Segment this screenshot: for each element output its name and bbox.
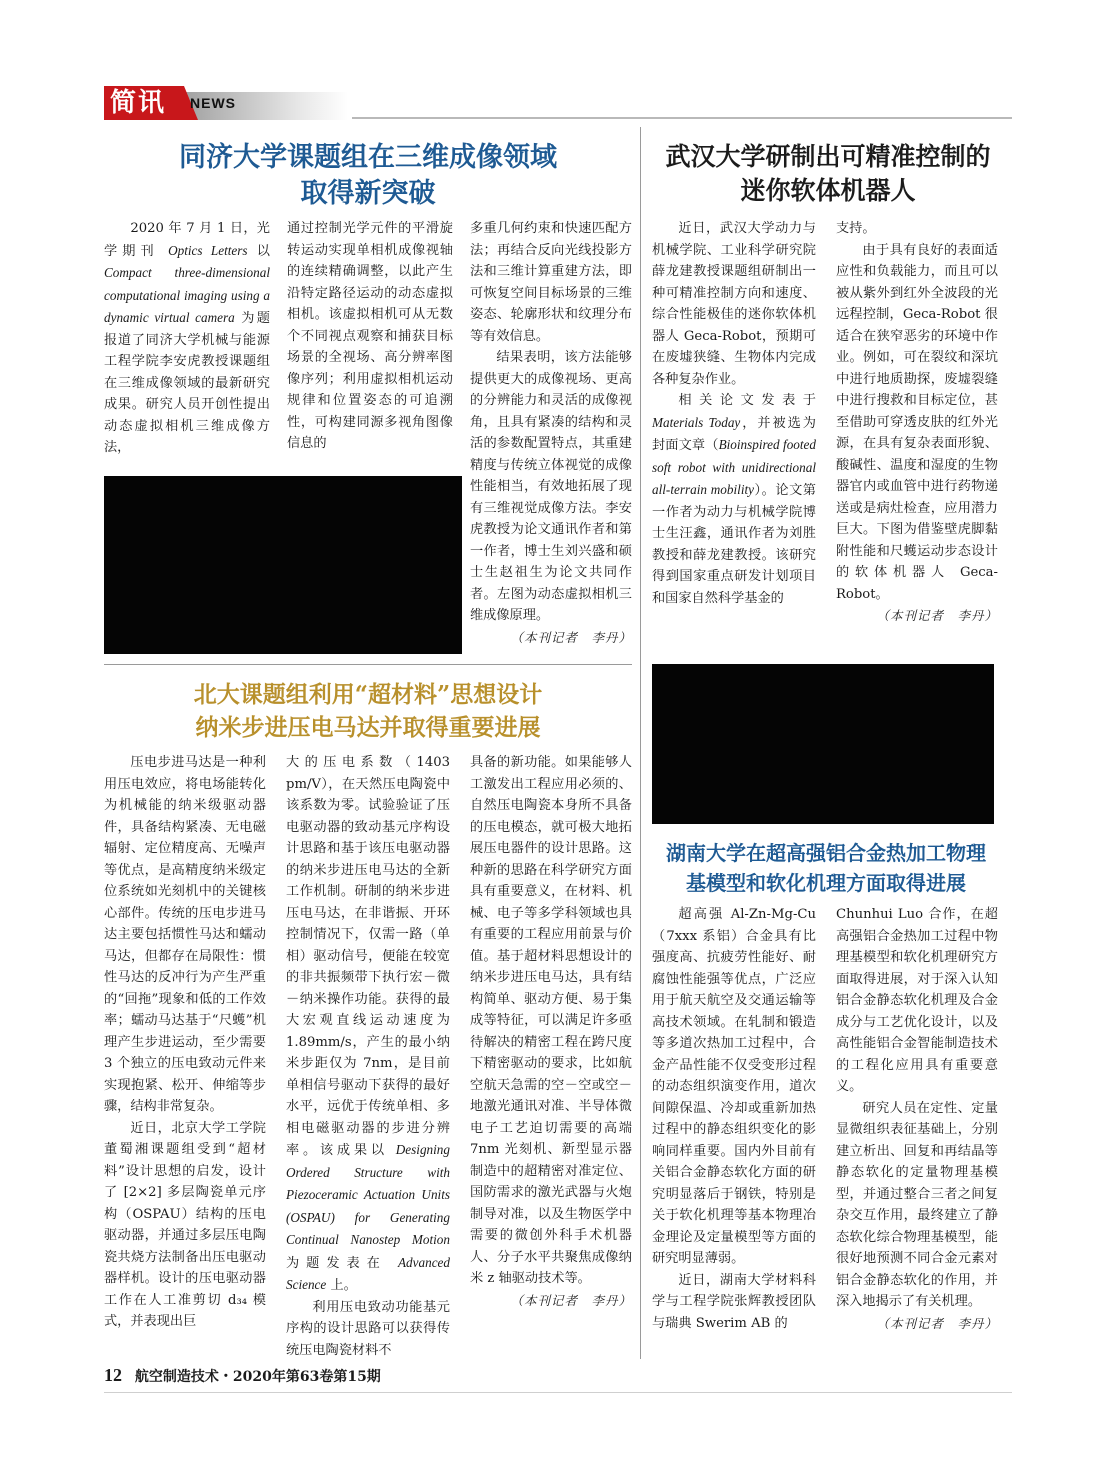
column-divider-top: [640, 127, 641, 667]
journal-name: Materials Today: [652, 414, 741, 430]
article1-text: 结果表明，该方法能够提供更大的成像视场、更高的分辨能力和灵活的成像视角，且具有紧凑的结构和灵活的参数配置特点，其重建精度与传统立体视觉的成像性能相当，有效地拓展了现有三维视觉成像方法。李安虎教授为论文通讯作者和第一作者，博士生刘兴盛和硕士生赵祖生为论文共同作者。左图为动态虚拟相机三维成像原理。: [470, 350, 632, 623]
article2-credit: （本刊记者 李丹）: [876, 608, 998, 623]
article3-credit: （本刊记者 李丹）: [510, 1292, 632, 1308]
article4-title: [648, 838, 1004, 898]
article3-col2: [286, 752, 450, 1361]
page-number: 12: [104, 1365, 122, 1385]
article1-text: 以: [247, 243, 270, 259]
article1-title-line2: 取得新突破: [300, 178, 436, 209]
section-header: [104, 86, 1012, 122]
article3-col1: [104, 752, 266, 1333]
article3-title-line1: 北大课题组利用“超材料”思想设计: [193, 681, 543, 708]
article3-text: 大的压电系数（1403 pm/V），在天然压电陶瓷中该系数为零。试验验证了压电驱动器的致动基元序构设计思路和基于该压电驱动器的纳米步进压电马达的全新工作机制。研制的纳米步进压电马达，在非谐振、开环控制情况下，仅需一路（单相）驱动信号，便能在较宽的非共振频带下执行宏－微－纳米操作功能。获得的最大宏观直线运动速度为 1.89mm/s，产生的最小纳米步距仅为 7nm，是目前单相信号驱动下获得的最好水平，远优于传统单相、多相电磁驱动器的步进分辨率。该成果以: [286, 755, 450, 1158]
article3-text: 近日，北京大学工学院董蜀湘课题组受到“超材料”设计思想的启发，设计了 [2×2] 多层陶瓷单元序构（OSPAU）结构的压电驱动器，并通过多层压电陶瓷共烧方法制备出压电驱动器样机。设计的压电驱动器工作在人工准剪切 d₃₄ 模式，并表现出巨: [104, 1120, 266, 1329]
article2-text: 由于具有良好的表面适应性和负载能力，而且可以被从紫外到红外全波段的光远程控制，Geca-Robot 很适合在狭窄恶劣的环境中作业。例如，可在裂纹和深坑中进行地质勘探，废墟裂缝中进行搜救和目标定位，甚至借助可穿透皮肤的红外光源，在具有复杂表面形貌、酸碱性、温度和湿度的生物器官内或血管中进行药物递送或是病灶检查，应用潜力巨大。下图为借鉴壁虎脚黏附性能和尺蠖运动步态设计的软体机器人 Geca-Robot。: [836, 242, 998, 602]
row-divider: [104, 664, 632, 665]
article3-text: 利用压电致动功能基元序构的设计思路可以获得传统压电陶瓷材料不: [286, 1299, 450, 1358]
article1-text: 通过控制光学元件的平滑旋转运动实现单相机成像视轴的连续精确调整，以此产生沿特定路径运动的动态虚拟相机。该虚拟相机可从无数个不同视点观察和捕获目标场景的全视场、高分辨率图像序列；利用虚拟相机运动规律和位置姿态的可追溯性，可构建同源多视角图像信息的: [287, 221, 453, 451]
article3-text: 压电步进马达是一种利用压电效应，将电场能转化为机械能的纳米级驱动器件，具备结构紧凑、无电磁辐射、定位精度高、无噪声等优点，是高精度纳米级定位系统如光刻机中的关键核心部件。传统的压电步进马达主要包括惯性马达和蠕动马达，但都存在局限性：惯性马达的反冲行为产生严重的“回拖”现象和低的工作效率；蠕动马达基于“尺蠖”机理产生步进运动，至少需要 3 个独立的压电致动元件来实现抱紧、松开、伸缩等步骤，结构非常复杂。: [104, 755, 266, 1114]
article1-text: 2020 年 7 月 1 日，光学期刊: [104, 221, 270, 259]
article4-col2: [836, 904, 998, 1334]
article1-credit: （本刊记者 李丹）: [510, 629, 632, 645]
article4-text: 超高强 Al-Zn-Mg-Cu（7xxx 系铝）合金具有比强度高、抗疲劳性能好、耐腐蚀性能强等优点，广泛应用于航天航空及交通运输等高技术领域。在轧制和锻造等多道次热加工过程中，合金产品性能不仅受变形过程的动态组织演变作用，道次间隙保温、冷却或重新加热过程中的静态组织变化的影响同样重要。国内外目前有关铝合金静态软化方面的研究明显落后于钢铁，特别是关于软化机理等基本物理冶金理论及定量模型等方面的研究明显薄弱。: [652, 907, 816, 1266]
article4-title-line2: 基模型和软化机理方面取得进展: [686, 871, 966, 895]
journal-name: Optics Letters: [168, 242, 248, 258]
article2-figure: [652, 664, 994, 824]
article2-text: 近日，武汉大学动力与机械学院、工业科学研究院薛龙建教授课题组研制出一种可精准控制方向和速度、综合性能极佳的迷你软体机器人 Geca-Robot，预期可在废墟狭缝、生物体内完成各种复杂作业。: [652, 221, 816, 387]
article2-title-line2: 迷你软体机器人: [740, 176, 916, 205]
article2-text: ）。论文第一作者为动力与机械学院博士生汪鑫，通讯作者为刘胜教授和薛龙建教授。该研究得到国家重点研发计划项目和国家自然科学基金的: [652, 483, 816, 606]
paper-title: Designing Ordered Structure with Piezoceramic Actuation Units (OSPAU) for Generating Continual Nanostep Motion: [286, 1142, 450, 1247]
article2-text: ，并被选为封面文章（: [652, 415, 816, 453]
header-rule: [352, 117, 1012, 119]
article4-text: Chunhui Luo 合作，在超高强铝合金热加工过程中物理基模型和软化机理研究方面取得进展，对于深入认知铝合金静态软化机理及合金成分与工艺优化设计，以及高性能铝合金智能制造技术的工程化应用具有重要意义。: [836, 907, 998, 1094]
article3-col3: [470, 752, 632, 1311]
article3-text: 为题发表在: [286, 1255, 398, 1271]
article1-text: 为题报道了同济大学机械与能源工程学院李安虎教授课题组在三维成像领域的最新研究成果。研究人员开创性提出动态虚拟相机三维成像方法，: [104, 311, 270, 455]
article1-col3: [470, 218, 632, 648]
section-label: 简讯: [104, 86, 184, 120]
article1-col1: [104, 218, 270, 459]
section-label-en: NEWS: [190, 95, 236, 111]
article1-col2: [287, 218, 453, 455]
paper-title: Bioinspired footed soft robot with unidirectional all-terrain mobility: [652, 437, 816, 497]
article1-title: [104, 140, 632, 212]
footer-rule: [104, 1392, 1012, 1393]
article2-col1: [652, 218, 816, 609]
journal-issue: 航空制造技术・2020年第63卷第15期: [134, 1369, 381, 1385]
column-divider-bottom: [640, 664, 641, 1359]
article4-text: 研究人员在定性、定量显微组织表征基础上，分别建立析出、回复和再结晶等静态软化的定量物理基模型，并通过整合三者之间复杂交互作用，最终建立了静态软化综合物理基模型，能很好地预测不同合金元素对铝合金静态软化的作用，并深入地揭示了有关机理。: [836, 1100, 998, 1309]
page-footer: [104, 1365, 1012, 1389]
article1-title-line1: 同济大学课题组在三维成像领域: [179, 142, 557, 173]
article1-text: 多重几何约束和快速匹配方法；再结合反向光线投影方法和三维计算重建方法，即可恢复空间目标场景的三维姿态、轮廓形状和纹理分布等有效信息。: [470, 221, 632, 344]
article2-text: 支持。: [836, 221, 876, 236]
journal-name: Advanced Science: [286, 1254, 450, 1292]
article4-col1: [652, 904, 816, 1334]
article2-title: [648, 140, 1008, 208]
article4-title-line1: 湖南大学在超高强铝合金热加工物理: [666, 841, 986, 865]
article4-text: 近日，湖南大学材料科学与工程学院张辉教授团队与瑞典 Swerim AB 的: [652, 1272, 816, 1331]
article3-title: [104, 678, 632, 744]
article4-credit: （本刊记者 李丹）: [876, 1315, 998, 1331]
article3-text: 上。: [326, 1278, 357, 1293]
article3-title-line2: 纳米步进压电马达并取得重要进展: [195, 714, 541, 741]
article2-title-line1: 武汉大学研制出可精准控制的: [665, 142, 991, 171]
article2-text: 相关论文发表于: [678, 393, 816, 408]
paper-title: Compact three-dimensional computational imaging using a dynamic virtual camera: [104, 265, 270, 325]
article1-figure: [104, 476, 462, 654]
article3-text: 具备的新功能。如果能够人工激发出工程应用必须的、自然压电陶瓷本身所不具备的压电模态，就可极大地拓展压电器件的设计思路。这种新的思路在科学研究方面具有重要意义，在材料、机械、电子等多学科领域也具有重要的工程应用前景与价值。基于超材料思想设计的纳米步进压电马达，具有结构简单、驱动方便、易于集成等特征，可以满足许多亟待解决的精密工程在跨尺度下精密驱动的要求，比如航空航天急需的空－空或空－地激光通讯对准、半导体微电子工艺迫切需要的高端 7nm 光刻机、新型显示器制造中的超精密对准定位、国防需求的激光武器与火炮制导对准，以及生物医学中需要的微创外科手术机器人、分子水平共聚焦成像纳米 z 轴驱动技术等。: [470, 755, 632, 1286]
article2-col2: [836, 218, 998, 627]
